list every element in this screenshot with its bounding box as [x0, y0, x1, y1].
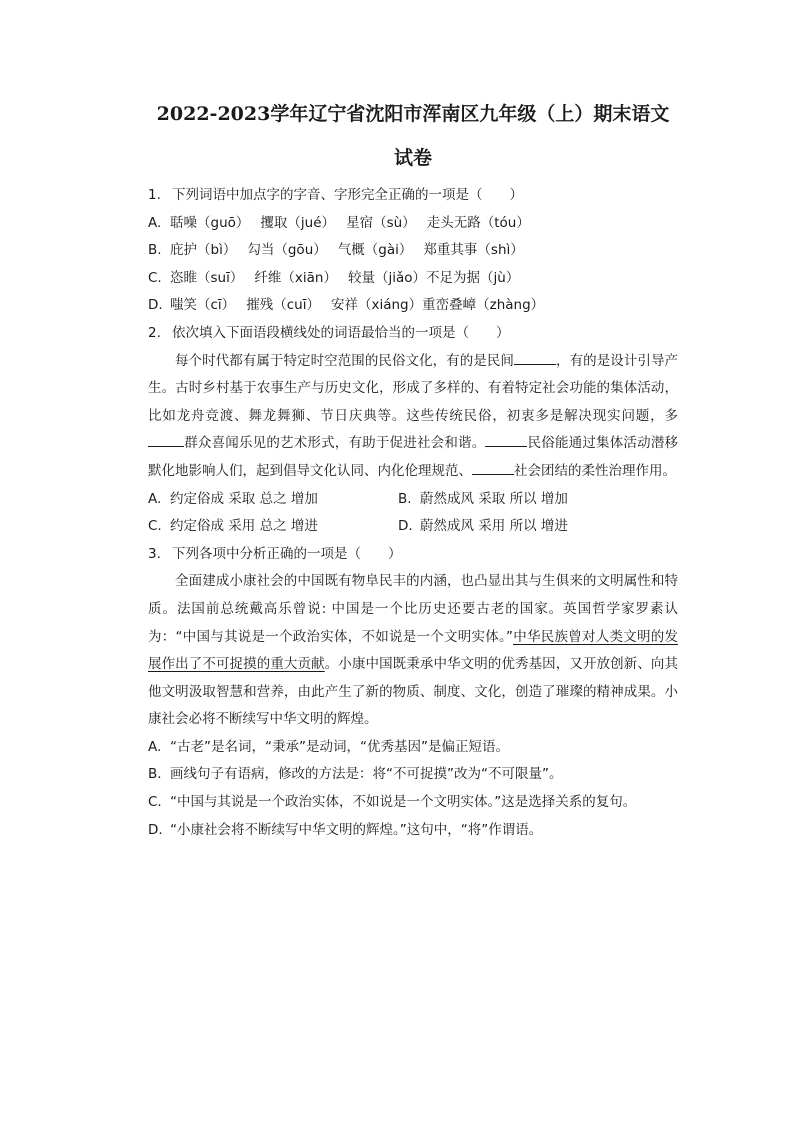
option-label: A.	[148, 214, 162, 231]
passage-text: 民俗能通过集体活动潜移默化地影响人们，起到倡导文化认同、内化伦理规范、	[148, 435, 679, 479]
question-2-stem	[148, 320, 678, 348]
question-2	[148, 320, 678, 541]
option-text: 嗤笑（cī） 摧残（cuī） 安祥（xiáng）重峦叠嶂（zhàng）	[170, 297, 545, 314]
passage-text: 。小康中国既秉承中华文明的优秀基因，又开放创新、向其他文明汲取智慧和营养，由此产生了新的物质、制度、文化，创造了璀璨的精神成果。小康社会必将不断续写中华文明的辉煌。	[148, 656, 679, 728]
fill-blank	[148, 431, 184, 447]
question-1-stem	[148, 182, 678, 210]
option-label: C.	[148, 794, 162, 811]
question-text: 下列词语中加点字的字音、字形完全正确的一项是（ ）	[172, 187, 523, 203]
option-a	[148, 734, 678, 762]
passage-text: 群众喜闻乐见的艺术形式，有助于促进社会和谐。	[184, 435, 486, 452]
option-label: B.	[398, 490, 412, 507]
option-d	[148, 292, 678, 320]
option-text: 聒噪（guō） 攫取（jué） 星宿（sù） 走头无路（tóu）	[170, 214, 530, 231]
fill-blank	[514, 349, 556, 365]
question-3	[148, 541, 678, 845]
passage-text: 每个时代都有属于特定时空范围的民俗文化，有的是民间	[175, 352, 514, 369]
option-d	[398, 513, 648, 541]
page-title	[116, 92, 710, 180]
option-c	[148, 265, 678, 293]
question-3-stem	[148, 541, 678, 569]
passage	[148, 348, 678, 486]
option-b	[148, 237, 678, 265]
passage	[148, 568, 678, 734]
option-label: C.	[148, 518, 162, 535]
option-d	[148, 817, 678, 845]
option-text: 画线句子有语病，修改的方法是：将“不可捉摸”改为“不可限量”。	[170, 766, 563, 783]
question-text: 依次填入下面语段横线处的词语最恰当的一项是（ ）	[172, 324, 510, 341]
option-text: “小康社会将不断续写中华文明的辉煌。”这句中，“将”作谓语。	[170, 821, 543, 838]
option-label: B.	[148, 766, 162, 783]
option-text: 蔚然成风 采取 所以 增加	[420, 490, 568, 507]
option-c	[148, 789, 678, 817]
option-text: “中国与其说是一个政治实体，不如说是一个文明实体。”这是选择关系的复句。	[170, 794, 637, 811]
option-text: 约定俗成 采用 总之 增进	[170, 518, 318, 535]
option-text: 约定俗成 采取 总之 增加	[170, 490, 318, 507]
option-text: “古老”是名词，“秉承”是动词，“优秀基因”是偏正短语。	[170, 738, 509, 755]
option-label: B.	[148, 242, 162, 259]
title-line-1: 2022-2023学年辽宁省沈阳市浑南区九年级（上）期末语文	[156, 103, 670, 125]
option-b	[398, 486, 648, 514]
question-number: 2.	[148, 324, 161, 341]
option-a	[148, 486, 398, 514]
option-a	[148, 210, 678, 238]
passage-text: ，有的是设计引导产生。古时乡村基于农事生产与历史文化，形成了多样的、有着特定社会功能的集体活动，比如龙舟竞渡、舞龙舞狮、节日庆典等。这些传统民俗，初衷多是解决现实问题，多	[148, 352, 679, 424]
fill-blank	[472, 459, 514, 475]
question-text: 下列各项中分析正确的一项是（ ）	[172, 545, 402, 562]
options-row-2	[148, 513, 678, 541]
option-label: D.	[148, 297, 163, 314]
options-row-1	[148, 486, 678, 514]
option-b	[148, 761, 678, 789]
option-label: A.	[148, 738, 162, 755]
option-text: 庇护（bì） 勾当（gōu） 气概（gài） 郑重其事（shì）	[170, 242, 524, 259]
option-text: 恣睢（suī） 纤维（xiān） 较量（jiǎo）不足为据（jù）	[170, 269, 520, 286]
option-label: A.	[148, 490, 162, 507]
question-number: 1.	[148, 187, 161, 203]
option-c	[148, 513, 398, 541]
passage-text: 全面建成小康社会的中国既有物阜民丰的内涵，也凸显出其与生俱来的文明属性和特质。法国前总统戴高乐曾说: 中国是一个比历史还要古老的国家。英国哲学家罗素认为：“中国与其说是一个政治实体，不如说是一个文明实体。”	[148, 573, 678, 645]
question-1	[148, 182, 678, 320]
option-text: 蔚然成风 采用 所以 增进	[420, 518, 568, 535]
underlined-sentence: 中华民族曾对人类文明的发展作出了不可捉摸的重大贡献	[148, 628, 678, 673]
fill-blank	[485, 431, 527, 447]
option-label: D.	[398, 518, 413, 535]
passage-text: 社会团结的柔性治理作用。	[514, 462, 676, 479]
option-label: D.	[148, 821, 163, 838]
title-line-2: 试卷	[393, 147, 432, 169]
question-number: 3.	[148, 545, 161, 562]
option-label: C.	[148, 269, 162, 286]
